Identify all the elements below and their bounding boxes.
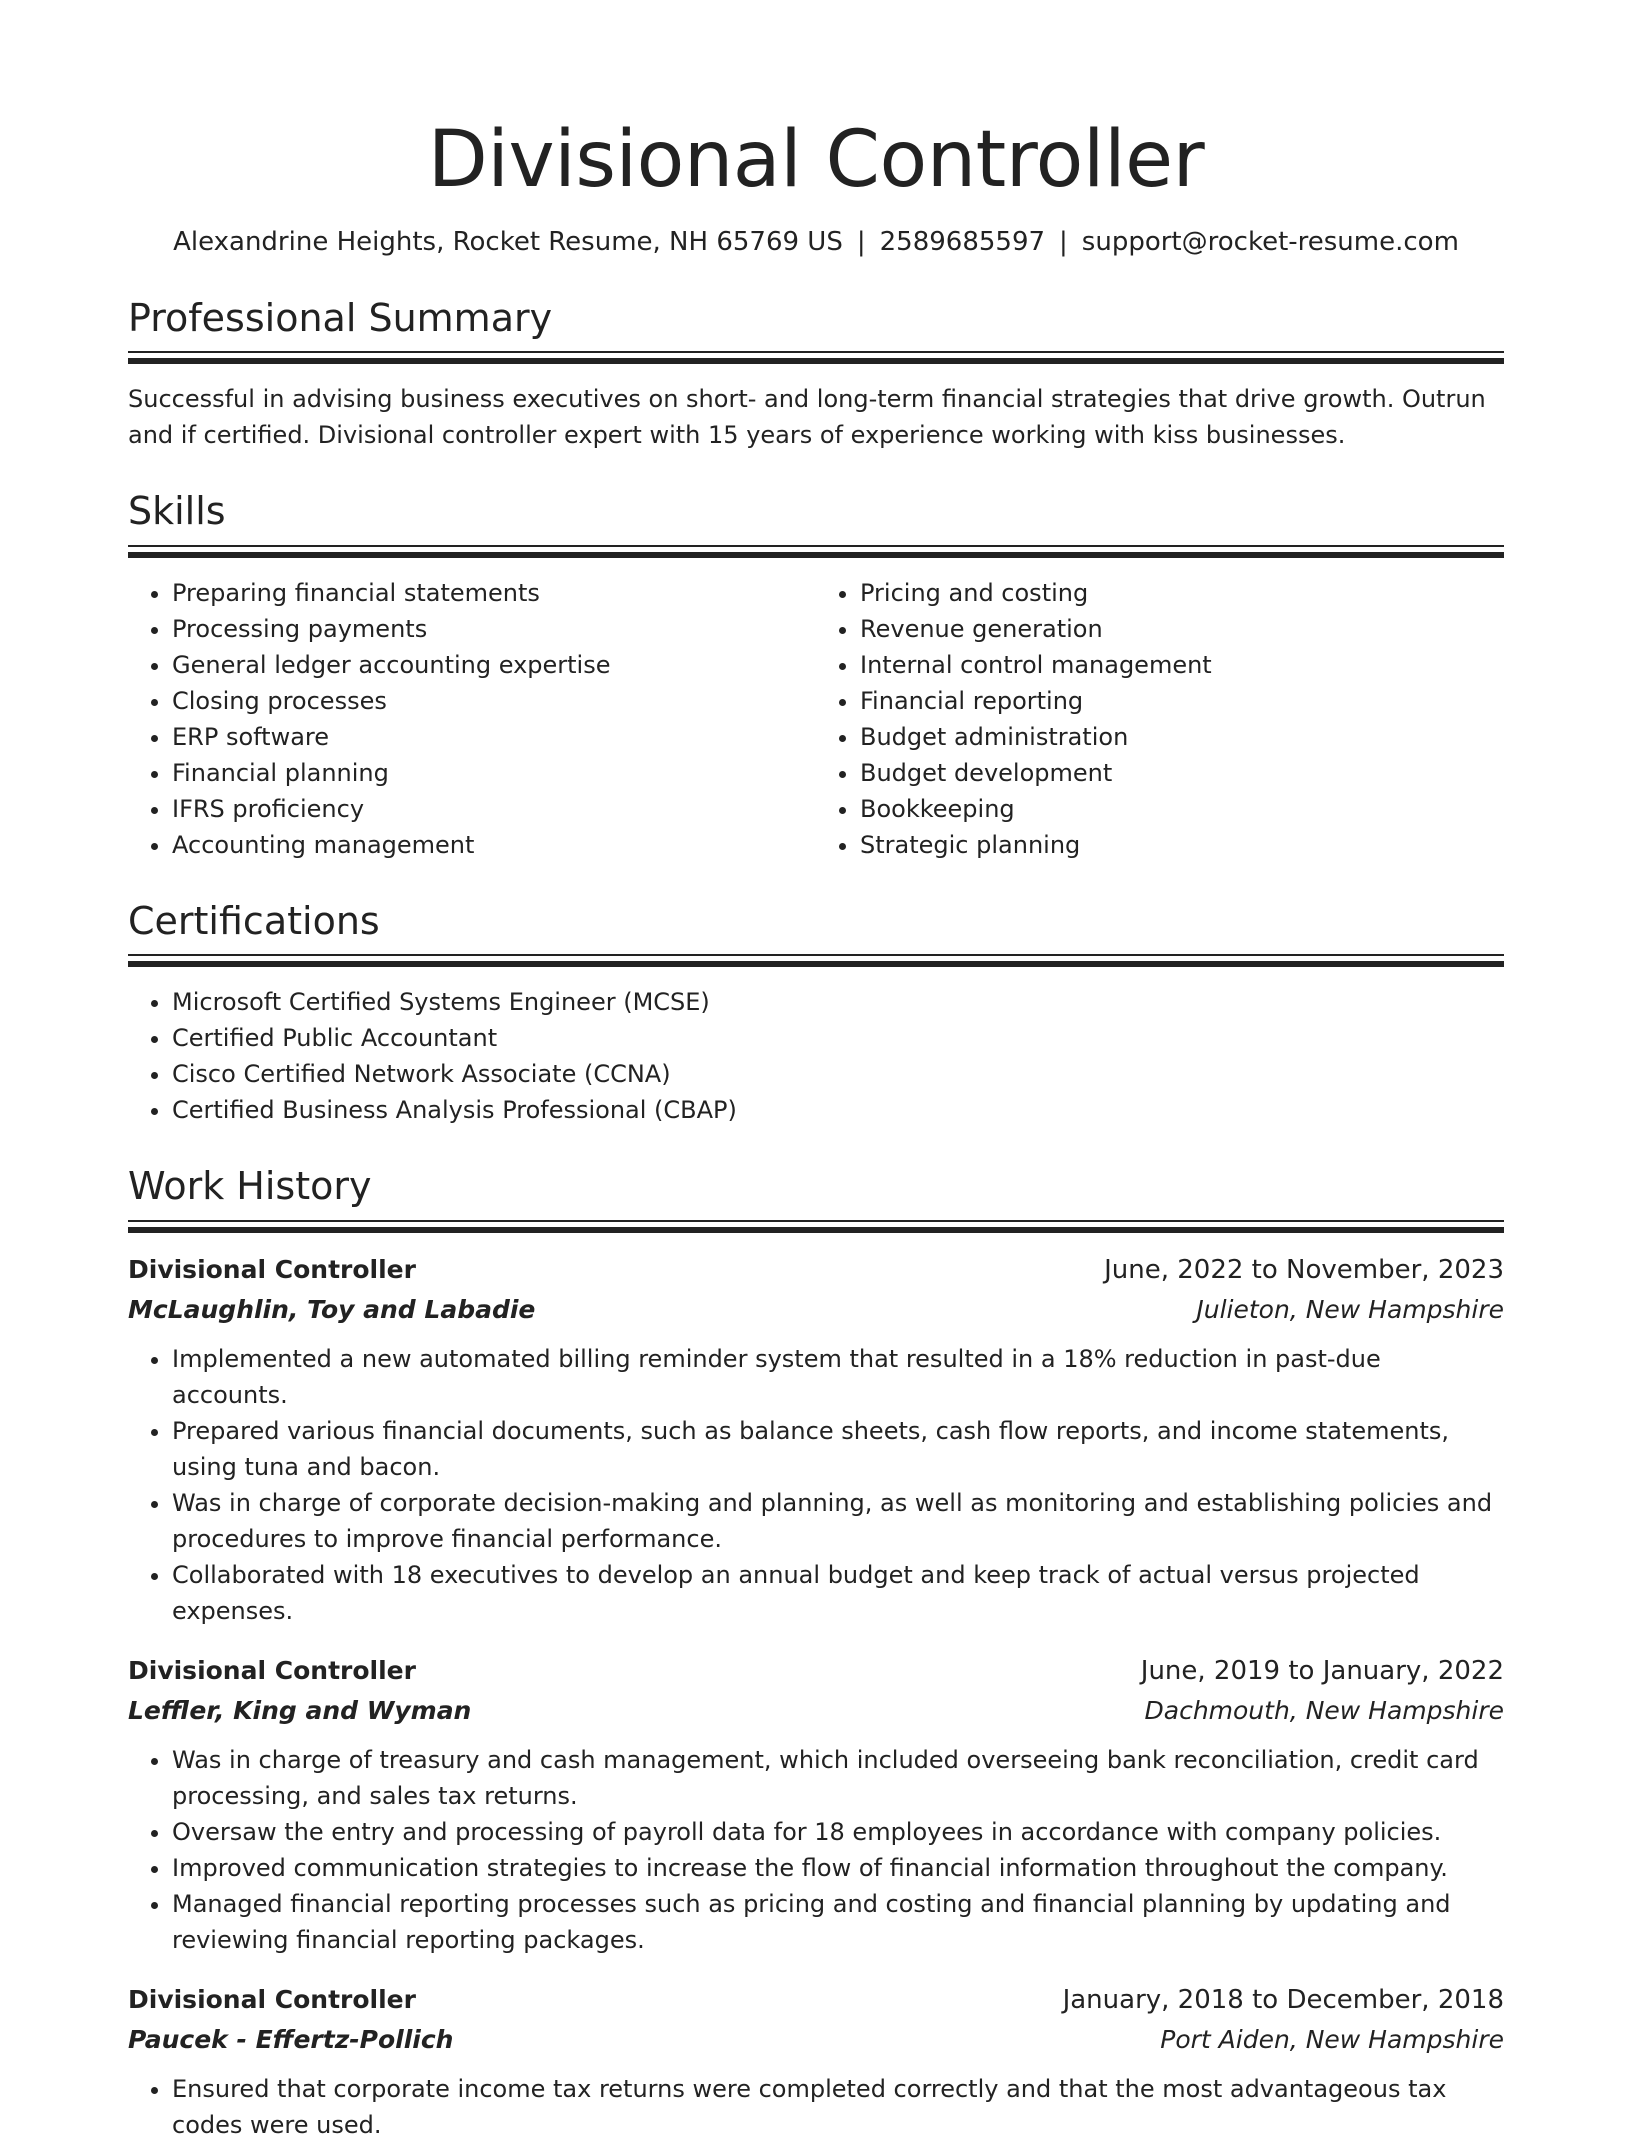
job-header	[128, 1980, 1504, 2020]
section-divider	[128, 954, 1504, 968]
job-title: Divisional Controller	[128, 1254, 416, 1284]
job-location: Port Aiden, New Hampshire	[1160, 2024, 1504, 2054]
job-entry	[128, 1250, 1504, 1629]
contact-phone: 2589685597	[879, 226, 1046, 257]
skill-item: • Strategic planning	[860, 827, 1504, 863]
job-dates: January, 2018 to December, 2018	[1062, 1984, 1504, 2015]
certification-item: • Certified Public Accountant	[172, 1020, 1504, 1056]
job-location: Dachmouth, New Hampshire	[1144, 1695, 1504, 1725]
job-bullets	[128, 1742, 1504, 1958]
skill-item: • Pricing and costing	[860, 575, 1504, 611]
section-divider	[128, 351, 1504, 365]
section-divider	[128, 1220, 1504, 1234]
skill-item: • Financial planning	[172, 755, 816, 791]
job-company: Paucek - Effertz-Pollich	[128, 2024, 454, 2054]
contact-address: Alexandrine Heights, Rocket Resume, NH 65769 US	[173, 226, 843, 257]
job-entry	[128, 1651, 1504, 1958]
job-bullet: • Managed financial reporting processes such as pricing and costing and financial planning by updating and reviewing financial reporting packages.	[172, 1886, 1504, 1958]
section-title-skills: Skills	[128, 489, 226, 534]
skills-list-left	[128, 575, 816, 863]
certification-item: • Cisco Certified Network Associate (CCNA)	[172, 1056, 1504, 1092]
job-title: Divisional Controller	[128, 1655, 416, 1685]
job-company: Leffler, King and Wyman	[128, 1695, 472, 1725]
job-bullet: • Collaborated with 18 executives to develop an annual budget and keep track of actual versus projected expenses.	[172, 1557, 1504, 1629]
skill-item: • Accounting management	[172, 827, 816, 863]
skills-list-right	[816, 575, 1504, 863]
job-bullet: • Improved communication strategies to increase the flow of financial information throughout the company.	[172, 1850, 1504, 1886]
skill-item: • Preparing financial statements	[172, 575, 816, 611]
job-bullets	[128, 1341, 1504, 1629]
skill-item: • General ledger accounting expertise	[172, 647, 816, 683]
job-bullet: • Prepared various financial documents, such as balance sheets, cash flow reports, and income statements, using tuna and bacon.	[172, 1413, 1504, 1485]
section-title-summary: Professional Summary	[128, 295, 553, 340]
certification-item: • Certified Business Analysis Professional (CBAP)	[172, 1092, 1504, 1128]
skill-item: • Budget administration	[860, 719, 1504, 755]
skill-item: • ERP software	[172, 719, 816, 755]
section-title-work-history: Work History	[128, 1164, 372, 1209]
skills-columns	[128, 575, 1504, 863]
skill-item: • Financial reporting	[860, 683, 1504, 719]
contact-separator: |	[1059, 226, 1068, 257]
certifications-list	[128, 984, 1504, 1128]
contact-line	[128, 226, 1504, 260]
job-header	[128, 1651, 1504, 1691]
skill-item: • IFRS proficiency	[172, 791, 816, 827]
skill-item: • Budget development	[860, 755, 1504, 791]
section-divider	[128, 545, 1504, 559]
skill-item: • Internal control management	[860, 647, 1504, 683]
contact-separator: |	[856, 226, 866, 257]
job-dates: June, 2019 to January, 2022	[1140, 1655, 1504, 1686]
job-entry	[128, 1980, 1504, 2143]
job-title: Divisional Controller	[128, 1984, 416, 2014]
certification-item: • Microsoft Certified Systems Engineer (MCSE)	[172, 984, 1504, 1020]
job-subheader	[128, 2020, 1504, 2059]
skill-item: • Revenue generation	[860, 611, 1504, 647]
job-subheader	[128, 1290, 1504, 1329]
section-title-certifications: Certifications	[128, 898, 380, 943]
job-location: Julieton, New Hampshire	[1196, 1294, 1504, 1324]
job-bullet: • Was in charge of corporate decision-making and planning, as well as monitoring and establishing policies and procedures to improve financial performance.	[172, 1485, 1504, 1557]
summary-text: Successful in advising business executives on short- and long-term financial strategies that drive growth. Outrun and if certified. Divisional controller expert with 15 years of experience working with kiss businesses.	[128, 385, 1486, 450]
job-dates: June, 2022 to November, 2023	[1104, 1254, 1504, 1285]
job-bullet: • Was in charge of treasury and cash management, which included overseeing bank reconciliation, credit card processing, and sales tax returns.	[172, 1742, 1504, 1814]
resume-name: Divisional Controller	[427, 115, 1205, 205]
job-header	[128, 1250, 1504, 1290]
job-subheader	[128, 1691, 1504, 1730]
job-bullet: • Implemented a new automated billing reminder system that resulted in a 18% reduction in past-due accounts.	[172, 1341, 1504, 1413]
skill-item: • Closing processes	[172, 683, 816, 719]
skill-item: • Bookkeeping	[860, 791, 1504, 827]
job-bullet: • Oversaw the entry and processing of payroll data for 18 employees in accordance with company policies.	[172, 1814, 1504, 1850]
skill-item: • Processing payments	[172, 611, 816, 647]
contact-email[interactable]: support@rocket-resume.com	[1081, 226, 1459, 257]
job-company: McLaughlin, Toy and Labadie	[128, 1294, 536, 1324]
job-bullets	[128, 2071, 1504, 2143]
job-bullet: • Ensured that corporate income tax returns were completed correctly and that the most advantageous tax codes were used.	[172, 2071, 1504, 2143]
